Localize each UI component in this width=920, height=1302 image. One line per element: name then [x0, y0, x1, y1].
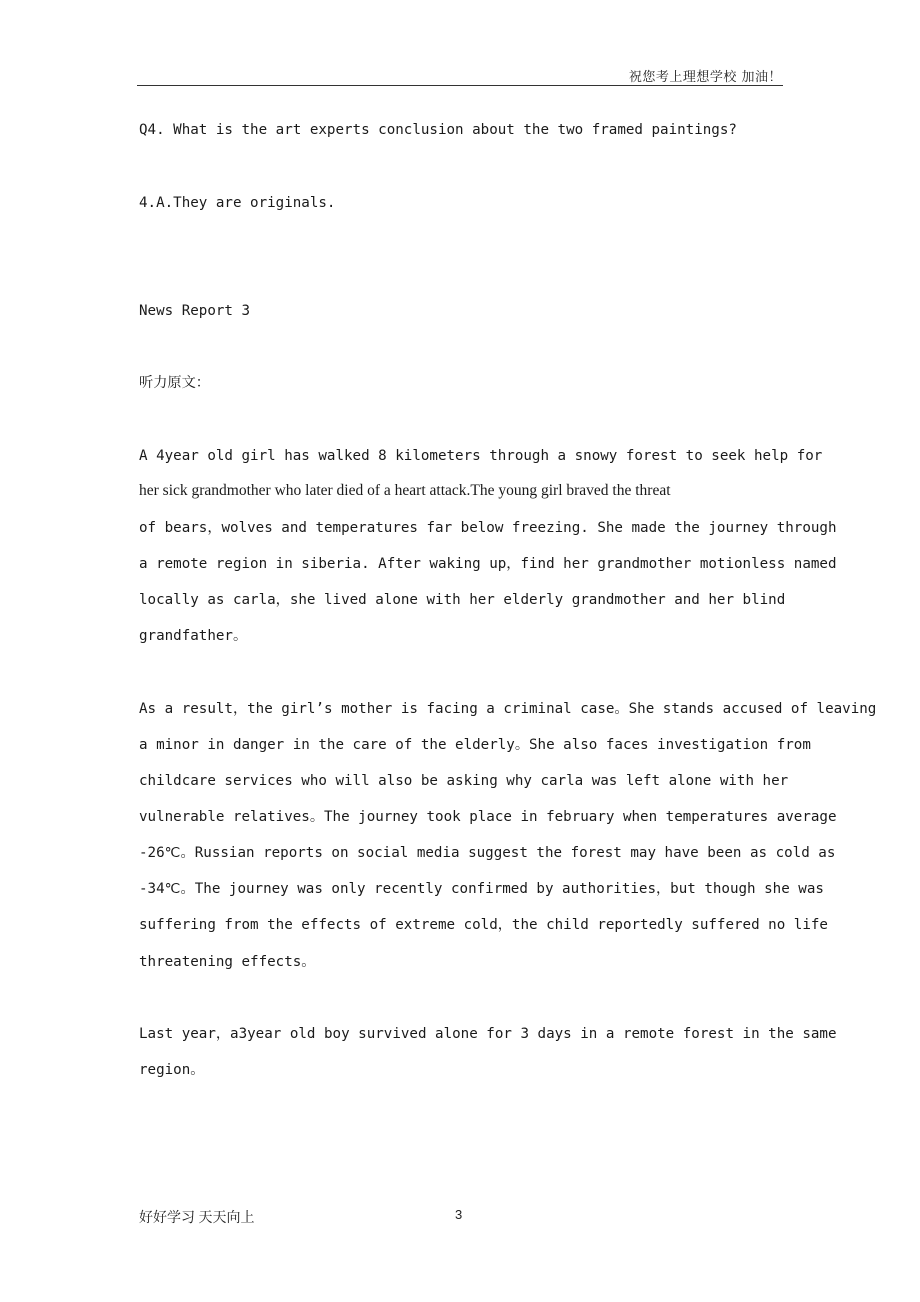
paragraph-line: -34℃。The journey was only recently confirmed by authorities，but though she was: [139, 881, 824, 897]
paragraph-line: -26℃。Russian reports on social media suggest the forest may have been as cold as: [139, 845, 836, 861]
paragraph-line: As a result，the girl’s mother is facing a criminal case。She stands accused of leaving: [139, 701, 877, 717]
section-title: News Report 3: [139, 303, 251, 319]
transcript-label: 听力原文：: [139, 375, 210, 391]
paragraph-line: grandfather。: [139, 628, 248, 644]
paragraph-line: a remote region in siberia. After waking up，find her grandmother motionless named: [139, 556, 837, 572]
paragraph-line: vulnerable relatives。The journey took place in february when temperatures average: [139, 809, 837, 825]
paragraph-line: Last year，a3year old boy survived alone for 3 days in a remote forest in the same: [139, 1026, 837, 1042]
paragraph-line: of bears，wolves and temperatures far below freezing. She made the journey through: [139, 520, 837, 536]
header-slogan: 祝您考上理想学校 加油！: [628, 70, 782, 85]
paragraph-line: locally as carla，she lived alone with her elderly grandmother and her blind: [139, 592, 786, 608]
paragraph-line: region。: [139, 1062, 205, 1078]
paragraph-line: her sick grandmother who later died of a heart attack.The young girl braved the threat: [139, 482, 671, 499]
header-rule: [137, 85, 783, 86]
paragraph-line: A 4year old girl has walked 8 kilometers through a snowy forest to seek help for: [139, 448, 823, 464]
paragraph-line: a minor in danger in the care of the elderly。She also faces investigation from: [139, 737, 811, 753]
paragraph-line: suffering from the effects of extreme cold，the child reportedly suffered no life: [139, 917, 828, 933]
question-answer: 4.A.They are originals.: [139, 195, 336, 211]
paragraph-line: threatening effects。: [139, 954, 316, 970]
paragraph-line: childcare services who will also be asking why carla was left alone with her: [139, 773, 789, 789]
footer-motto: 好好学习 天天向上: [139, 1211, 255, 1226]
question-prompt: Q4. What is the art experts conclusion about the two framed paintings?: [139, 122, 737, 138]
page-number: 3: [455, 1207, 463, 1222]
